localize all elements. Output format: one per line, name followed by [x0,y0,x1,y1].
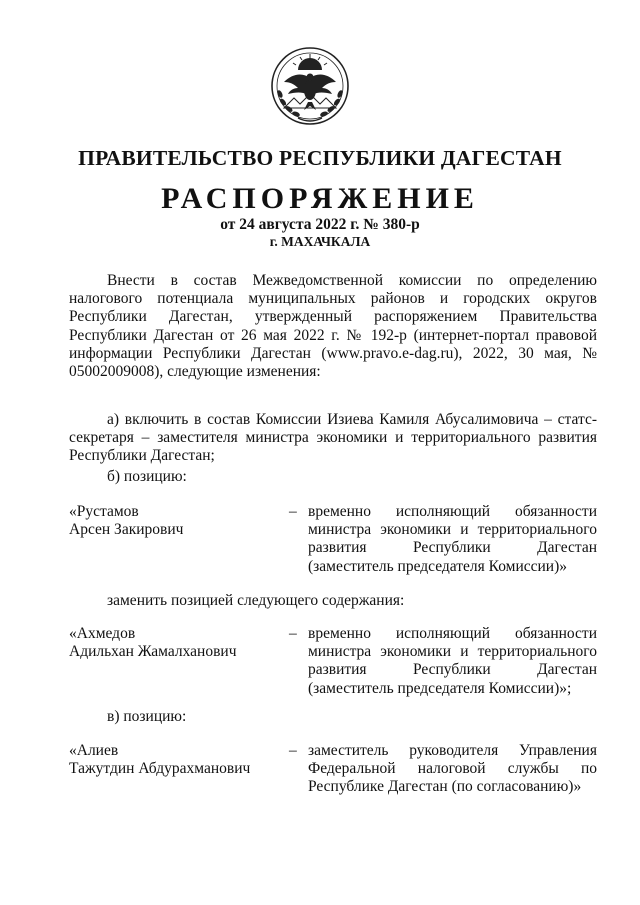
old-position-description: временно исполняющий обязанности министра экономики и территориального развития Республики Дагестан (заместитель председателя Комиссии)» [308,503,597,575]
item-b-label: б) позицию: [107,468,187,485]
new-position-name [69,625,289,661]
old-position-given-names: Арсен Закирович [69,521,184,539]
document-date-number: от 24 августа 2022 г. № 380-р [220,216,420,233]
document-city: г. МАХАЧКАЛА [269,234,371,249]
new-position-description: временно исполняющий обязанности министра экономики и территориального развития Республики Дагестан (заместитель председателя Комиссии)»; [308,625,597,697]
position-c-given-names: Тажутдин Абдурахманович [69,760,251,778]
item-a-paragraph: а) включить в состав Комиссии Изиева Камиля Абусалимовича – статс-секретаря – заместителя министра экономики и территориального развития Республики Дагестан; [69,411,597,465]
old-position-name [69,503,289,539]
position-c-dash: – [289,742,297,759]
government-title: ПРАВИТЕЛЬСТВО РЕСПУБЛИКИ ДАГЕСТАН [78,146,562,170]
replace-text: заменить позицией следующего содержания: [107,592,405,609]
old-position-dash: – [289,503,297,520]
intro-paragraph: Внести в состав Межведомственной комиссии по определению налогового потенциала муниципальных районов и городских округов Республики Дагестан, утвержденный распоряжением Правительства Республики Дагестан от 26 мая 2022 г. № 192-р (интернет-портал правовой информации Республики Дагестан (www.pravo.e-dag.ru), 2022, 30 мая, № 05002009008), следующие изменения: [69,272,597,381]
position-c-surname: «Алиев [69,742,119,759]
document-type: РАСПОРЯЖЕНИЕ [161,182,479,215]
new-position-surname: «Ахмедов [69,625,136,642]
item-c-label: в) позицию: [107,708,187,725]
new-position-dash: – [289,625,297,642]
old-position-surname: «Рустамов [69,503,139,520]
position-c-name [69,742,289,778]
position-c-description: заместитель руководителя Управления Федеральной налоговой службы по Республике Дагестан (по согласованию)» [308,742,597,796]
new-position-given-names: Адильхан Жамалханович [69,643,237,661]
coat-of-arms-emblem [268,44,352,128]
